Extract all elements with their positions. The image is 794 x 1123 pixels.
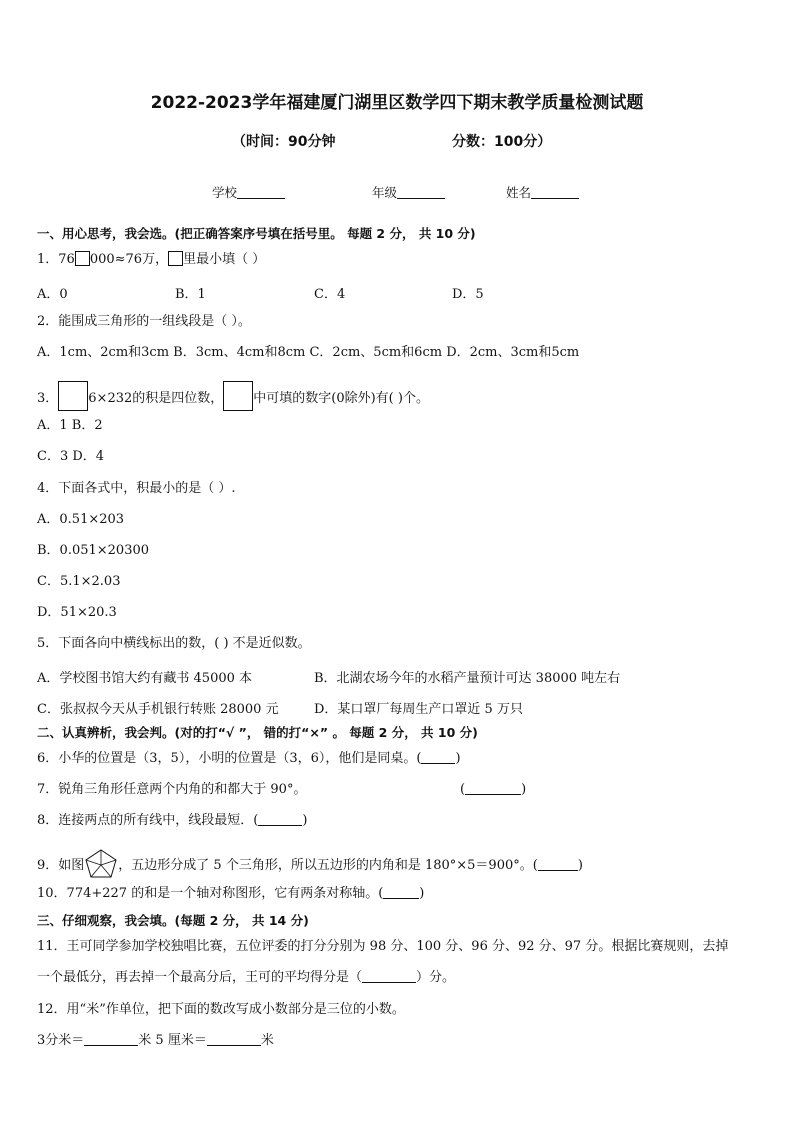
pentagon-figure [84, 849, 118, 879]
question-12: 12．用“米”作单位，把下面的数改写成小数部分是三位的小数。 [37, 1002, 405, 1017]
question-9: 9．如图 ，五边形分成了 5 个三角形，所以五边形的内角和是 180°×5＝900°。( ) [37, 849, 583, 879]
question-12-blanks: 3分米＝ 米 5 厘米＝ 米 [37, 1033, 274, 1048]
q1-option-c[interactable]: C．4 [314, 287, 346, 302]
question-10: 10．774+227 的和是一个轴对称图形，它有两条对称轴。( ) [37, 886, 425, 901]
score-label: 分数：100分） [452, 134, 552, 150]
question-11-line1: 11．王可同学参加学校独唱比赛，五位评委的打分分别为 98 分、100 分、96 分、92 分、97 分。根据比赛规则，去掉 [37, 939, 729, 954]
question-11-line2: 一个最低分，再去掉一个最高分后，王可的平均得分是（ ）分。 [37, 970, 456, 985]
q4-option-b[interactable]: B．0.051×20300 [37, 543, 150, 558]
grade-label: 年级 [372, 185, 398, 200]
question-7: 7．锐角三角形任意两个内角的和都大于 90°。 [37, 782, 307, 797]
q5-option-d[interactable]: D．某口罩厂每周生产口罩近 5 万只 [314, 702, 523, 717]
answer-box[interactable] [58, 381, 88, 411]
time-label: （时间：90分钟 [232, 134, 336, 150]
answer-box[interactable] [223, 381, 253, 411]
question-4: 4．下面各式中，积最小的是（ ）. [37, 481, 236, 496]
school-field[interactable] [212, 183, 285, 201]
q1-option-b[interactable]: B．1 [175, 287, 206, 302]
q3-options-row2[interactable]: C．3 D．4 [37, 449, 105, 464]
answer-blank[interactable] [207, 1033, 261, 1046]
question-2: 2．能围成三角形的一组线段是（ ）。 [37, 314, 251, 329]
school-blank[interactable] [237, 186, 285, 199]
grade-field[interactable] [372, 183, 445, 201]
q5-option-a[interactable]: A．学校图书馆大约有藏书 45000 本 [37, 671, 253, 686]
q5-option-b[interactable]: B．北湖农场今年的水稻产量预计可达 38000 吨左右 [314, 671, 621, 686]
digit-box[interactable] [75, 251, 90, 266]
q3-options-row1[interactable]: A．1 B．2 [37, 418, 103, 433]
q5-option-c[interactable]: C．张叔叔今天从手机银行转账 28000 元 [37, 702, 279, 717]
question-3: 3． 6×232的积是四位数， 中可填的数字(0除外)有( )个。 [37, 381, 429, 411]
question-8: 8．连接两点的所有线中，线段最短．( ) [37, 813, 308, 828]
q4-option-c[interactable]: C．5.1×2.03 [37, 574, 121, 589]
grade-blank[interactable] [397, 186, 445, 199]
answer-blank[interactable] [465, 782, 521, 795]
answer-blank[interactable] [362, 970, 416, 983]
question-1: 1．76 000≈76万， 里最小填（ ） [37, 252, 266, 267]
q2-options[interactable]: A．1cm、2cm和3cm B．3cm、4cm和8cm C．2cm、5cm和6cm D．2cm、3cm和5cm [37, 345, 580, 360]
answer-blank[interactable] [258, 813, 302, 826]
section1-heading: 一、用心思考，我会选。(把正确答案序号填在括号里。 每题 2 分， 共 10 分) [37, 226, 476, 241]
answer-blank[interactable] [421, 751, 455, 764]
answer-blank[interactable] [538, 858, 578, 871]
q1-option-a[interactable]: A．0 [37, 287, 68, 302]
q7-answer[interactable]: ( ) [460, 782, 527, 797]
digit-box[interactable] [168, 251, 183, 266]
q4-option-a[interactable]: A．0.51×203 [37, 512, 125, 527]
name-field[interactable] [506, 183, 579, 201]
name-blank[interactable] [531, 186, 579, 199]
question-6: 6．小华的位置是（3，5），小明的位置是（3，6），他们是同桌。( ) [37, 751, 461, 766]
name-label: 姓名 [506, 185, 532, 200]
section2-heading: 二、认真辨析，我会判。(对的打“√ ”， 错的打“×” 。 每题 2 分， 共 10 分) [37, 725, 478, 740]
answer-blank[interactable] [84, 1033, 138, 1046]
q1-option-d[interactable]: D．5 [452, 287, 484, 302]
exam-title: 2022-2023学年福建厦门湖里区数学四下期末教学质量检测试题 [150, 93, 644, 113]
question-5: 5．下面各向中横线标出的数，( ) 不是近似数。 [37, 636, 311, 651]
school-label: 学校 [212, 185, 238, 200]
answer-blank[interactable] [383, 886, 419, 899]
section3-heading: 三、仔细观察，我会填。(每题 2 分， 共 14 分) [37, 913, 309, 928]
q4-option-d[interactable]: D．51×20.3 [37, 605, 117, 620]
